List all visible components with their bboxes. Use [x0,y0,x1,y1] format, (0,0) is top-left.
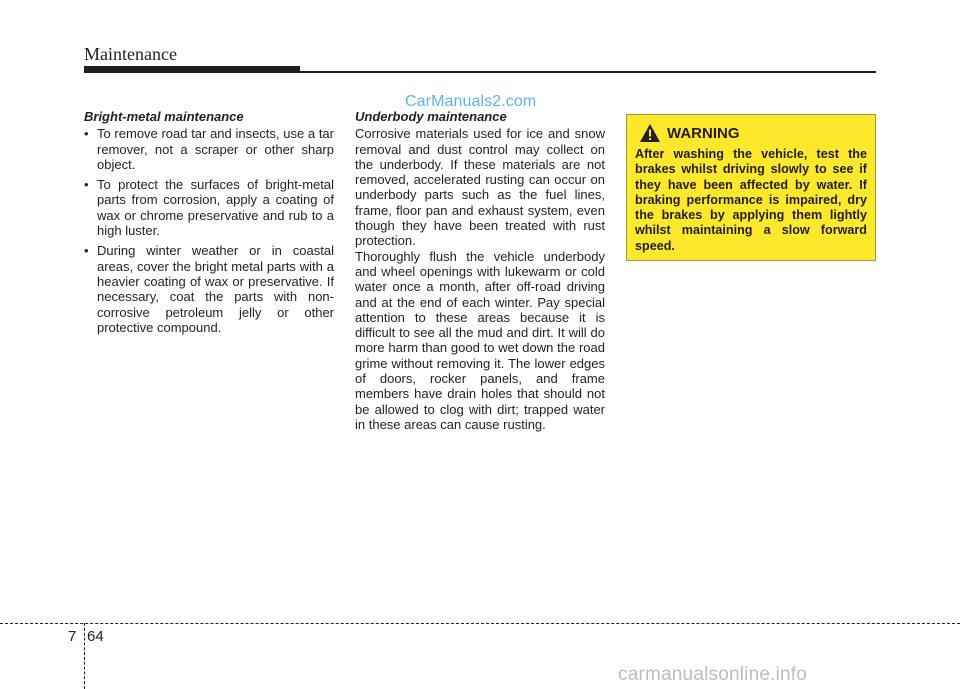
list-item: • To protect the surfaces of bright-metal parts from corrosion, apply a coating of wax or chrome preservative and rub to a high luster. [84,177,334,238]
warning-title: WARNING [667,124,740,142]
list-item: • During winter weather or in coastal areas, cover the bright metal parts with a heavier coating of wax or preservative. If necessary, coat the parts with non-corrosive petroleum jelly or other protective compound. [84,243,334,335]
warning-text: After washing the vehicle, test the brakes whilst driving slowly to see if they have been affected by water. If braking performance is impaired, dry the brakes by applying them lightly whilst maintaining a slow forward speed. [635,147,867,253]
header-rule-thin [300,71,876,73]
watermark-top: CarManuals2.com [405,93,537,110]
warning-box [626,114,876,261]
header-rule-thick [84,66,300,73]
underbody-heading: Underbody maintenance [355,109,507,124]
list-item: • To remove road tar and insects, use a tar remover, not a scraper or other sharp object. [84,126,334,172]
page-header-title: Maintenance [84,44,177,64]
footer-divider [84,623,85,689]
watermark-bottom: carmanualsonline.info [618,664,808,685]
chapter-number: 7 [68,628,77,645]
underbody-section [355,109,605,432]
footer-rule [0,623,960,624]
underbody-paragraph: Thoroughly flush the vehicle underbody and wheel openings with lukewarm or cold water once a month, after off-road driving and at the end of each winter. Pay special attention to these areas because it is difficult to see all the mud and dirt. It will do more harm than good to wet down the road grime without removing it. The lower edges of doors, rocker panels, and frame members have drain holes that should not be allowed to clog with dirt; trapped water in these areas can cause rusting. [355,248,605,432]
warning-triangle-icon [639,123,661,143]
warning-header [635,123,867,143]
bright-metal-list [84,126,334,335]
bright-metal-section [84,109,334,340]
underbody-paragraph: Corrosive materials used for ice and snow removal and dust control may collect on the underbody. If these materials are not removed, accelerated rusting can occur on underbody parts such as the fuel lines, frame, floor pan and exhaust system, even though they have been treated with rust protection. [355,126,605,249]
bright-metal-heading: Bright-metal maintenance [84,109,244,124]
page-number: 64 [87,628,104,645]
